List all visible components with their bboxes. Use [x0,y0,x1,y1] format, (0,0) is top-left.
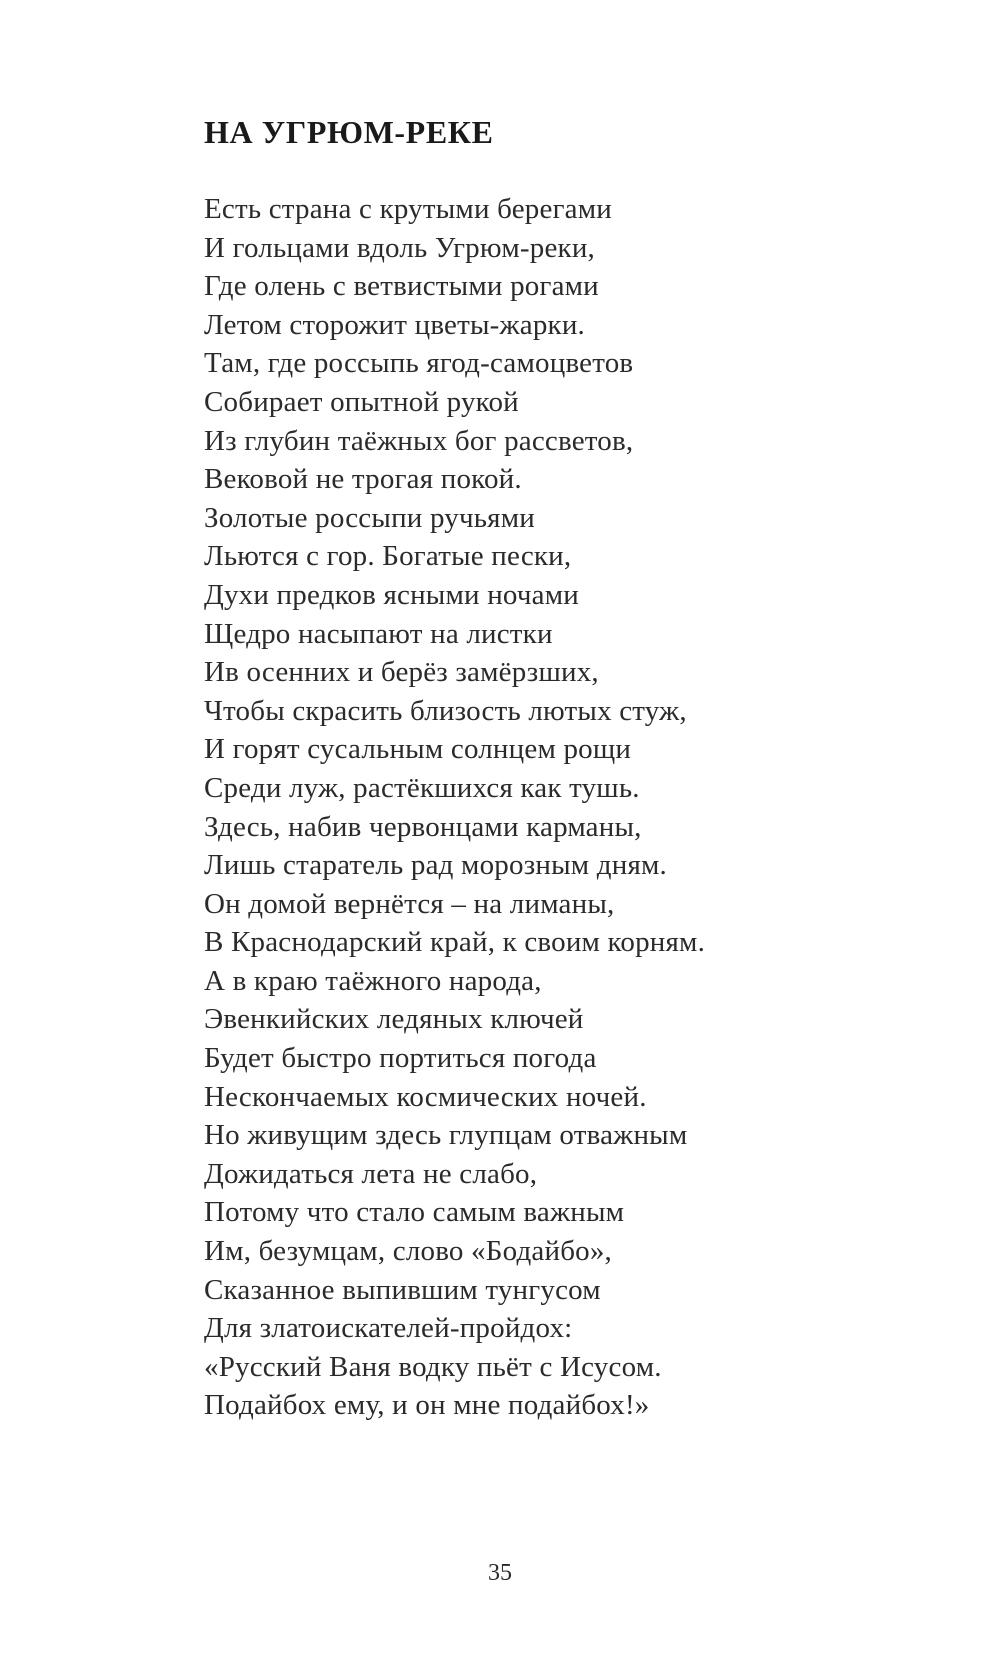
poem-line: Собирает опытной рукой [204,385,519,418]
poem-line: Где олень с ветвистыми рогами [204,270,599,303]
poem-line: Летом сторожит цветы-жарки. [204,308,585,341]
poem-line: И горят сусальным солнцем рощи [204,733,632,766]
poem-line: Для златоискателей-пройдох: [204,1312,573,1345]
poem-line: Но живущим здесь глупцам отважным [204,1119,688,1152]
poem-line: Чтобы скрасить близость лютых стуж, [204,694,687,727]
poem-line: Здесь, набив червонцами карманы, [204,810,642,843]
poem-line: Вековой не трогая покой. [204,463,522,496]
poem-line: Нескончаемых космических ночей. [204,1080,647,1113]
poem-line: Золотые россыпи ручьями [204,501,535,534]
poem-line: Будет быстро портиться погода [204,1042,597,1075]
poem-line: Среди луж, растёкшихся как тушь. [204,771,640,804]
poem-line: Там, где россыпь ягод-самоцветов [204,347,634,380]
poem-line: Лишь старатель рад морозным дням. [204,849,667,882]
poem-line: Из глубин таёжных бог рассветов, [204,424,634,457]
poem-line: Дожидаться лета не слабо, [204,1157,538,1190]
poem-line: Сказанное выпившим тунгусом [204,1273,601,1306]
poem-body [204,190,705,1425]
poem-line: «Русский Ваня водку пьёт с Исусом. [204,1350,662,1383]
poem-line: Эвенкийских ледяных ключей [204,1003,584,1036]
poem-line: Льются с гор. Богатые пески, [204,540,572,573]
poem-line: Им, безумцам, слово «Бодайбо», [204,1235,613,1268]
poem-line: Ив осенних и берёз замёрзших, [204,656,599,689]
poem-line: И гольцами вдоль Угрюм-реки, [204,231,595,264]
poem-title: НА УГРЮМ-РЕКЕ [204,114,494,150]
poem-line: А в краю таёжного народа, [204,964,542,997]
poem-line: Духи предков ясными ночами [204,578,580,611]
poem-line: В Краснодарский край, к своим корням. [204,926,706,959]
poem-line: Потому что стало самым важным [204,1196,625,1229]
poem-line: Щедро насыпают на листки [204,617,553,650]
poem-line: Есть страна с крутыми берегами [204,193,613,225]
poem-line: Подайбох ему, и он мне подайбох!» [204,1389,650,1422]
poem-line: Он домой вернётся – на лиманы, [204,887,615,920]
page-number: 35 [488,1560,512,1586]
